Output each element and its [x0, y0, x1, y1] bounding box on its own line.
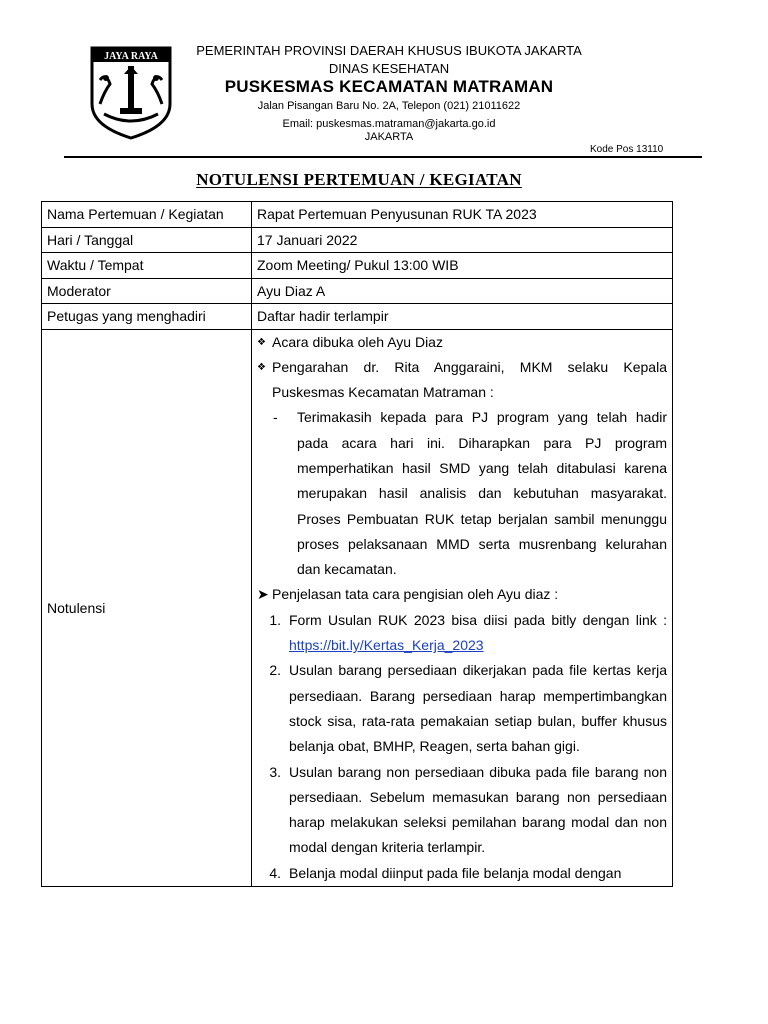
row-label: Moderator	[42, 278, 252, 304]
bullet-text: Acara dibuka oleh Ayu Diaz	[272, 333, 443, 350]
table-row	[42, 304, 673, 330]
document-title: NOTULENSI PERTEMUAN / KEGIATAN	[196, 170, 522, 189]
row-value: Ayu Diaz A	[252, 278, 673, 304]
row-value: Daftar hadir terlampir	[252, 304, 673, 330]
table-row	[42, 227, 673, 253]
notulensi-content	[252, 329, 673, 887]
item-number: 2.	[269, 662, 281, 679]
item-text: Usulan barang non persediaan dibuka pada file barang non persediaan. Sebelum memasukan barang non persediaan harap melakukan seleksi pemilahan barang modal dan non modal dengan kriteria terlampir.	[289, 763, 667, 856]
item-text-body: Form Usulan RUK 2023 bisa diisi pada bitly dengan link :	[289, 611, 667, 628]
arrow-bullet-icon: ➤	[257, 586, 269, 603]
row-label: Petugas yang menghadiri	[42, 304, 252, 330]
row-label: Nama Pertemuan / Kegiatan	[42, 202, 252, 228]
notulensi-label: Notulensi	[42, 329, 252, 887]
item-text	[289, 608, 667, 659]
numbered-item	[257, 861, 667, 886]
letterhead-government: PEMERINTAH PROVINSI DAERAH KHUSUS IBUKOTA JAKARTA	[196, 43, 582, 58]
table-row	[42, 278, 673, 304]
notulensi-row	[42, 329, 673, 887]
letterhead-postal-code: Kode Pos 13110	[590, 144, 664, 155]
item-number: 4.	[269, 864, 281, 881]
letterhead-city: JAKARTA	[364, 131, 414, 143]
dash-text: Terimakasih kepada para PJ program yang telah hadir pada acara hari ini. Diharapkan para PJ program memperhatikan hasil SMD yang telah ditabulasi karena merupakan hasil analisis dan kebutuhan masyarakat. Proses Pembuatan RUK tetap berjalan sambil menunggu proses pelaksanaan MMD serta musrenbang kelurahan dan kecamatan.	[297, 409, 667, 578]
diamond-bullet-icon: ❖	[257, 336, 266, 348]
kertas-kerja-link[interactable]: https://bit.ly/Kertas_Kerja_2023	[289, 637, 484, 654]
numbered-item	[257, 760, 667, 861]
numbered-item	[257, 608, 667, 659]
dash-bullet-icon: -	[273, 409, 278, 426]
diamond-bullet-icon: ❖	[257, 361, 266, 373]
table-row	[42, 202, 673, 228]
letterhead-divider	[64, 156, 702, 158]
list-item	[273, 405, 667, 582]
row-value: Rapat Pertemuan Penyusunan RUK TA 2023	[252, 202, 673, 228]
letterhead-department: DINAS KESEHATAN	[328, 61, 450, 76]
list-item	[257, 582, 667, 607]
row-label: Hari / Tanggal	[42, 227, 252, 253]
letterhead-email: Email: puskesmas.matraman@jakarta.go.id	[282, 118, 496, 130]
arrow-text: Penjelasan tata cara pengisian oleh Ayu diaz :	[272, 586, 559, 603]
row-value: Zoom Meeting/ Pukul 13:00 WIB	[252, 253, 673, 279]
numbered-item	[257, 658, 667, 759]
table-row	[42, 253, 673, 279]
row-value: 17 Januari 2022	[252, 227, 673, 253]
row-label: Waktu / Tempat	[42, 253, 252, 279]
item-number: 1.	[269, 611, 281, 628]
letterhead-address: Jalan Pisangan Baru No. 2A, Telepon (021) 21011622	[257, 100, 521, 112]
logo-text: JAYA RAYA	[104, 51, 158, 62]
list-item	[257, 330, 667, 355]
list-item	[257, 355, 667, 406]
minutes-table	[41, 201, 673, 887]
item-number: 3.	[269, 763, 281, 780]
item-text: Belanja modal diinput pada file belanja modal dengan	[289, 864, 622, 881]
bullet-text: Pengarahan dr. Rita Anggaraini, MKM selaku Kepala Puskesmas Kecamatan Matraman :	[272, 358, 667, 401]
item-text: Usulan barang persediaan dikerjakan pada file kertas kerja persediaan. Barang persediaan harap mempertimbangkan stock sisa, rata-rata pemakaian setiap bulan, buffer khusus belanja obat, BMHP, Reagen, serta bahan gigi.	[289, 662, 667, 755]
letterhead-institution: PUSKESMAS KECAMATAN MATRAMAN	[224, 77, 554, 96]
